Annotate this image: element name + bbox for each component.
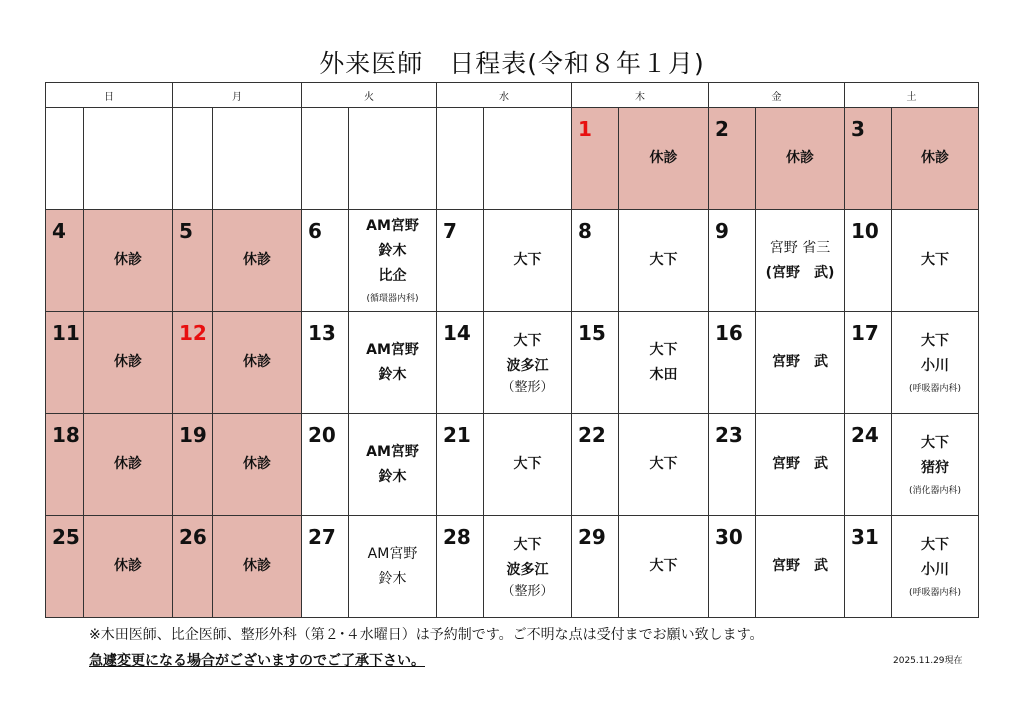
day-number: 20 [308,423,336,447]
day-info-cell [619,312,709,414]
week-row-4 [46,414,979,516]
day-number-cell [572,414,619,516]
empty-day-info [213,108,302,210]
doctor-line: (宮野 武) [765,264,835,281]
closed-label: 休診 [649,150,678,166]
day-info-cell [349,516,437,618]
day-info-cell [619,516,709,618]
week-row-1 [46,108,979,210]
day-info-cell [349,210,437,312]
weekday-sun: 日 [46,83,173,108]
footer-reservation-note: ※木田医師、比企医師、整形外科（第２･４水曜日）は予約制です。ご不明な点は受付までお願い致します。 [89,627,764,643]
day-number: 14 [443,321,471,345]
doctor-line: 大下 [649,341,678,358]
doctor-line: 波多江 [506,561,549,578]
doctor-line: 宮野 武 [772,354,828,370]
department-note: (呼吸器内科) [908,383,962,394]
week-row-5 [46,516,979,618]
empty-day-number [46,108,84,210]
day-info-cell [484,516,572,618]
doctor-line: 木田 [649,366,678,383]
closed-label: 休診 [114,354,142,370]
closed-label: 休診 [921,150,949,166]
doctor-line: 鈴木 [378,570,407,587]
day-number-cell [572,108,619,210]
week-row-3 [46,312,979,414]
day-number: 11 [52,321,80,345]
footer-change-warning: 急遽変更になる場合がございますのでご了承下さい。 [89,653,425,669]
doctor-line: 大下 [649,558,678,574]
day-info-cell [892,108,979,210]
empty-day-info [349,108,437,210]
day-info-cell [756,108,845,210]
day-number: 17 [851,321,879,345]
doctor-line: AM宮野 [367,545,418,562]
day-number: 19 [179,423,207,447]
closed-label: 休診 [243,456,271,472]
day-number: 25 [52,525,80,549]
doctor-line: 宮野 省三 [769,239,831,256]
department-note: (循環器内科) [366,294,419,304]
empty-day-info [484,108,572,210]
day-number: 24 [851,423,879,447]
doctor-line: 大下 [513,456,542,472]
day-number: 6 [308,219,322,243]
day-number: 9 [715,219,729,243]
week-row-2 [46,210,979,312]
day-info-cell [484,312,572,414]
day-number-cell [302,414,349,516]
day-number-cell [437,210,484,312]
day-number: 22 [578,423,606,447]
day-number-cell [709,414,756,516]
day-number: 18 [52,423,80,447]
day-number-cell [437,312,484,414]
day-number-cell [572,516,619,618]
doctor-line: 波多江 [506,357,549,374]
day-number: 13 [308,321,336,345]
footer-as-of-date: 2025.11.29現在 [893,656,963,666]
empty-day-number [173,108,213,210]
doctor-line: 宮野 武 [772,558,828,574]
day-number-cell [572,312,619,414]
day-info-cell [619,108,709,210]
day-number: 23 [715,423,743,447]
weekday-tue: 火 [302,83,437,108]
day-number-cell [709,516,756,618]
weekday-sat: 土 [845,83,979,108]
day-number: 4 [52,219,66,243]
day-number: 15 [578,321,606,345]
doctor-line: 比企 [378,268,407,284]
department-note: （整形） [501,379,554,395]
closed-label: 休診 [243,558,271,574]
day-info-cell [213,210,302,312]
day-info-cell [349,414,437,516]
weekday-thu: 木 [572,83,709,108]
day-info-cell [84,516,173,618]
day-number-cell [437,414,484,516]
closed-label: 休診 [786,150,814,166]
day-number: 10 [851,219,879,243]
closed-label: 休診 [114,252,142,268]
weekday-fri: 金 [709,83,845,108]
day-number-cell [709,312,756,414]
doctor-line: 大下 [513,252,542,268]
day-number-cell [46,210,84,312]
doctor-line: 大下 [921,332,949,349]
day-info-cell [484,414,572,516]
schedule-table [45,82,979,618]
doctor-line: 鈴木 [378,366,407,383]
doctor-line: 大下 [649,456,678,472]
doctor-line: AM宮野 [366,341,419,358]
day-number: 16 [715,321,743,345]
day-number-cell [302,312,349,414]
day-info-cell [213,414,302,516]
day-number: 27 [308,525,336,549]
day-number-cell [709,108,756,210]
day-number: 29 [578,525,606,549]
doctor-line: 猪狩 [921,459,949,476]
day-info-cell [484,210,572,312]
doctor-line: 宮野 武 [772,456,828,472]
day-info-cell [756,312,845,414]
empty-day-info [84,108,173,210]
day-number: 3 [851,117,865,141]
day-number-cell [572,210,619,312]
doctor-line: 大下 [513,536,542,553]
day-info-cell [892,516,979,618]
day-number-cell [173,516,213,618]
closed-label: 休診 [243,252,271,268]
day-number-cell [173,414,213,516]
day-info-cell [756,414,845,516]
department-note: （整形） [501,583,554,599]
day-info-cell [213,312,302,414]
day-number-cell [845,210,892,312]
doctor-line: 大下 [921,434,949,451]
department-note: (消化器内科) [908,485,962,496]
day-number-cell [845,108,892,210]
day-info-cell [892,414,979,516]
doctor-line: 大下 [513,332,542,349]
day-number-cell [845,312,892,414]
day-number-cell [302,516,349,618]
day-number-cell [46,312,84,414]
doctor-line: 小川 [921,357,949,374]
doctor-line: AM宮野 [366,443,419,460]
day-number-cell [437,516,484,618]
day-number-cell [709,210,756,312]
day-info-cell [756,516,845,618]
doctor-line: 鈴木 [378,468,407,485]
day-number: 5 [179,219,193,243]
doctor-line: 鈴木 [378,243,407,259]
department-note: (呼吸器内科) [908,587,962,598]
day-number: 7 [443,219,457,243]
doctor-line: 大下 [649,252,678,268]
doctor-line: AM宮野 [366,218,419,234]
day-number: 31 [851,525,879,549]
doctor-line: 小川 [921,561,949,578]
day-number-cell [845,516,892,618]
day-info-cell [619,414,709,516]
day-info-cell [619,210,709,312]
page-title: 外来医師 日程表(令和８年１月) [319,49,705,78]
day-info-cell [84,210,173,312]
empty-day-number [437,108,484,210]
day-number: 12 [179,321,207,345]
day-info-cell [349,312,437,414]
day-number: 2 [715,117,729,141]
weekday-mon: 月 [173,83,302,108]
day-info-cell [84,312,173,414]
day-number-cell [46,414,84,516]
day-number-cell [173,312,213,414]
day-info-cell [892,312,979,414]
day-number: 30 [715,525,743,549]
day-number: 26 [179,525,207,549]
day-number: 21 [443,423,471,447]
day-info-cell [756,210,845,312]
weekday-wed: 水 [437,83,572,108]
closed-label: 休診 [114,558,142,574]
day-info-cell [213,516,302,618]
day-number-cell [46,516,84,618]
day-info-cell [84,414,173,516]
day-number: 28 [443,525,471,549]
day-number: 1 [578,117,592,141]
day-number-cell [302,210,349,312]
closed-label: 休診 [114,456,142,472]
day-number: 8 [578,219,592,243]
doctor-line: 大下 [921,536,949,553]
empty-day-number [302,108,349,210]
weekday-header-row [46,83,979,108]
day-info-cell [892,210,979,312]
closed-label: 休診 [243,354,271,370]
doctor-line: 大下 [921,252,949,268]
day-number-cell [845,414,892,516]
day-number-cell [173,210,213,312]
